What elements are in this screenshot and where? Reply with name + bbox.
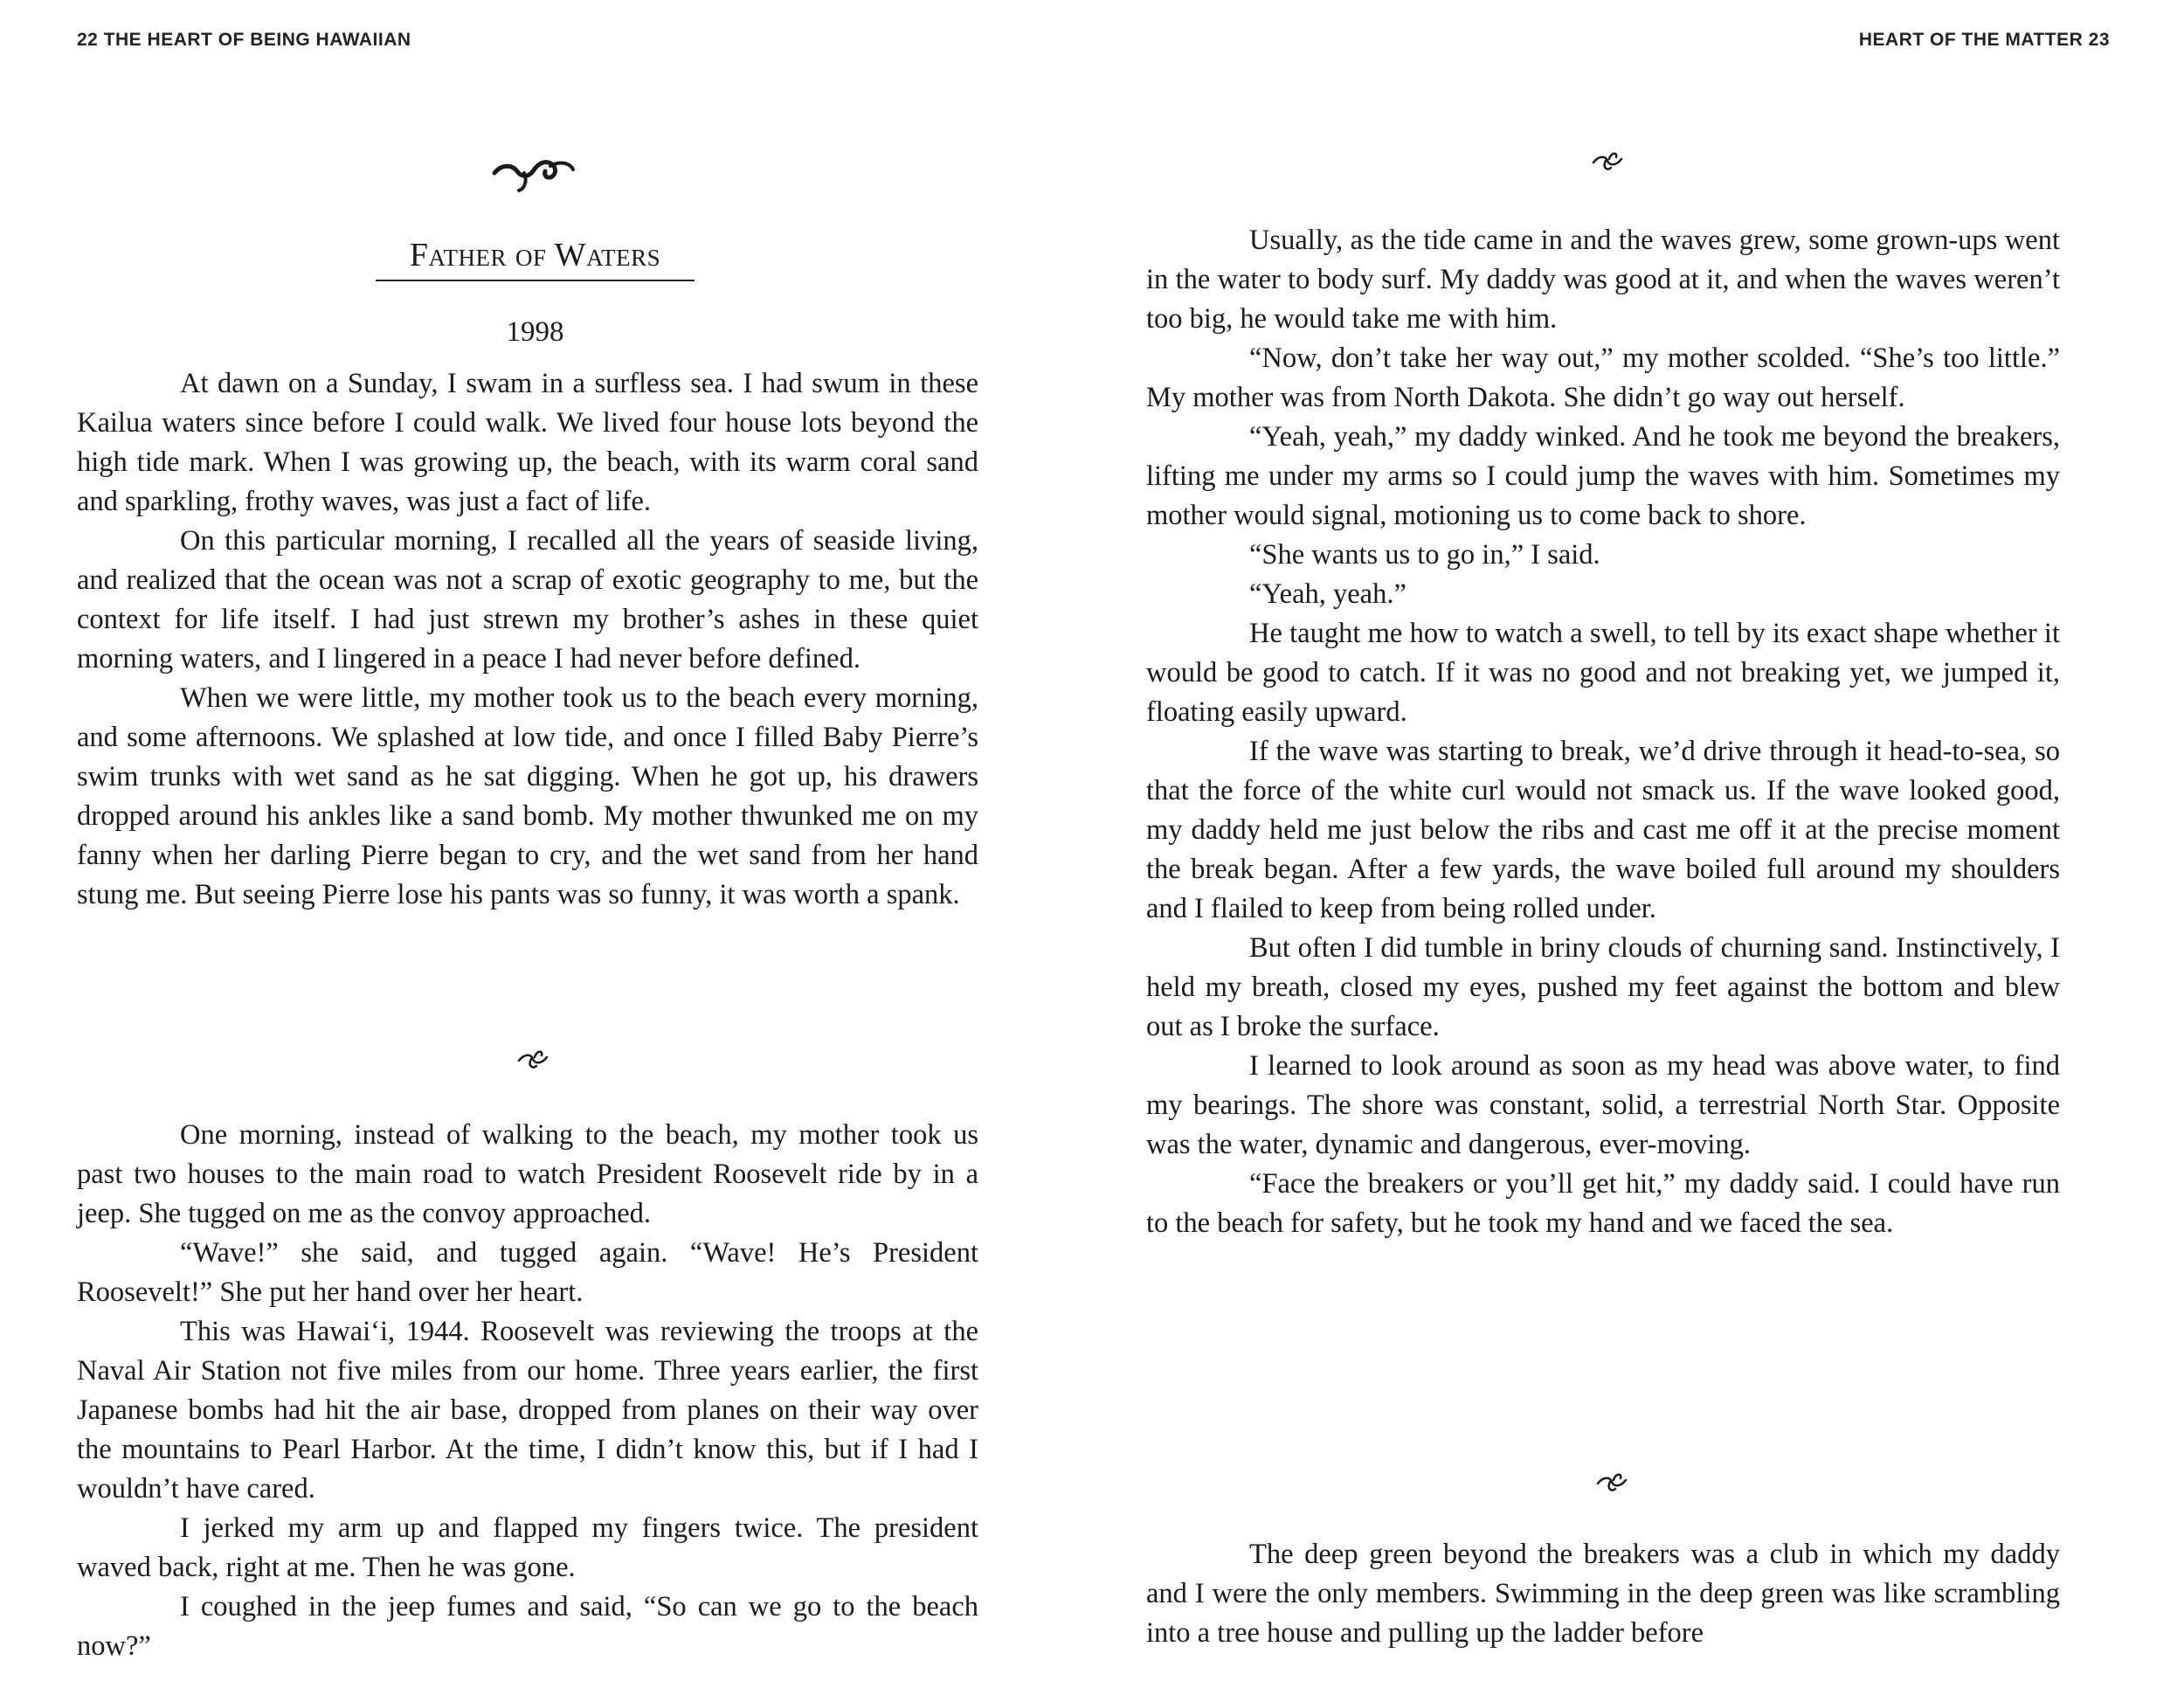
right-section-2 <box>1146 1535 2060 1653</box>
paragraph: If the wave was starting to break, we’d drive through it head-to-sea, so that the force of the white curl would not smack us. If the wave looked good, my daddy held me just below the ribs and cast me off it at the precise moment the break began. After a few yards, the wave boiled full around my shoulders and I flailed to keep from being rolled under. <box>1146 736 2060 924</box>
section-break-fleuron-icon <box>515 1047 550 1071</box>
paragraph: “Wave!” she said, and tugged again. “Wave! He’s President Roosevelt!” She put her hand over her heart. <box>77 1237 978 1308</box>
paragraph: The deep green beyond the breakers was a club in which my daddy and I were the only members. Swimming in the deep green was like scrambling into a tree house and pulling up the ladder before <box>1146 1539 2060 1649</box>
right-page <box>1092 0 2184 1688</box>
section-break-fleuron-icon <box>1590 149 1625 173</box>
paragraph: But often I did tumble in briny clouds of churning sand. Instinctively, I held my breath, closed my eyes, pushed my feet against the bottom and blew out as I broke the surface. <box>1146 932 2060 1042</box>
paragraph: “She wants us to go in,” I said. <box>1249 539 1600 571</box>
paragraph: He taught me how to watch a swell, to tell by its exact shape whether it would be good to catch. If it was no good and not breaking yet, we jumped it, floating easily upward. <box>1146 618 2060 728</box>
left-section-1 <box>77 364 978 915</box>
paragraph: When we were little, my mother took us to the beach every morning, and some afternoons. We splashed at low tide, and once I filled Baby Pierre’s swim trunks with wet sand as he sat digging. When he got up, his drawers dropped around his ankles like a sand bomb. My mother thwunked me on my fanny when her darling Pierre began to cry, and the wet sand from her hand stung me. But seeing Pierre lose his pants was so funny, it was worth a spank. <box>77 682 978 910</box>
chapter-year: 1998 <box>506 316 564 348</box>
paragraph: I learned to look around as soon as my head was above water, to find my bearings. The shore was constant, solid, a terrestrial North Star. Opposite was the water, dynamic and dangerous, ever-moving. <box>1146 1050 2060 1160</box>
paragraph: This was Hawai‘i, 1944. Roosevelt was reviewing the troops at the Naval Air Station not five miles from our home. Three years earlier, the first Japanese bombs had hit the air base, dropped from planes on their way over the mountains to Pearl Harbor. At the time, I didn’t know this, but if I had I wouldn’t have cared. <box>77 1316 978 1505</box>
left-section-2 <box>77 1116 978 1666</box>
chapter-ornament-icon <box>489 147 577 199</box>
paragraph: “Face the breakers or you’ll get hit,” my daddy said. I could have run to the beach for safety, but he took my hand and we faced the sea. <box>1146 1168 2060 1239</box>
right-section-1 <box>1146 221 2060 1243</box>
chapter-title: Father of Waters <box>376 236 695 281</box>
left-running-head: 22 THE HEART OF BEING HAWAIIAN <box>77 30 411 50</box>
paragraph: I jerked my arm up and flapped my fingers twice. The president waved back, right at me. Then he was gone. <box>77 1512 978 1583</box>
paragraph: I coughed in the jeep fumes and said, “So can we go to the beach now?” <box>77 1591 978 1662</box>
paragraph: On this particular morning, I recalled all the years of seaside living, and realized that the ocean was not a scrap of exotic geography to me, but the context for life itself. I had just strewn my brother’s ashes in these quiet morning waters, and I lingered in a peace I had never before defined. <box>77 525 978 675</box>
paragraph: “Now, don’t take her way out,” my mother scolded. “She’s too little.” My mother was from North Dakota. She didn’t go way out herself. <box>1146 342 2060 413</box>
paragraph: At dawn on a Sunday, I swam in a surfless sea. I had swum in these Kailua waters since before I could walk. We lived four house lots beyond the high tide mark. When I was growing up, the beach, with its warm coral sand and sparkling, frothy waves, was just a fact of life. <box>77 368 978 517</box>
paragraph: One morning, instead of walking to the beach, my mother took us past two houses to the main road to watch President Roosevelt ride by in a jeep. She tugged on me as the convoy approached. <box>77 1119 978 1229</box>
paragraph: Usually, as the tide came in and the waves grew, some grown-ups went in the water to body surf. My daddy was good at it, and when the waves weren’t too big, he would take me with him. <box>1146 225 2060 335</box>
paragraph: “Yeah, yeah,” my daddy winked. And he took me beyond the breakers, lifting me under my arms so I could jump the waves with him. Sometimes my mother would signal, motioning us to come back to shore. <box>1146 421 2060 531</box>
paragraph: “Yeah, yeah.” <box>1249 578 1406 610</box>
right-running-head: HEART OF THE MATTER 23 <box>1858 30 2110 50</box>
section-break-fleuron-icon <box>1594 1470 1629 1494</box>
